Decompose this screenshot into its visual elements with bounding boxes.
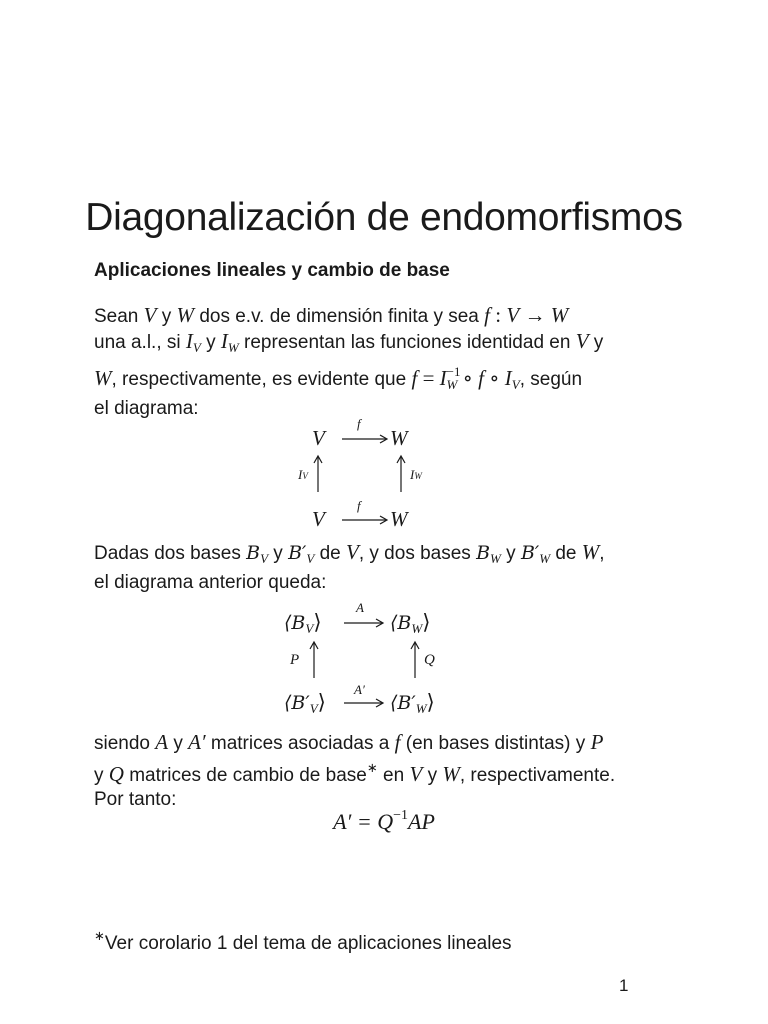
diagram-arrow-label: A [356,600,364,615]
text: matrices asociadas a [205,733,395,754]
math-sub: V [306,551,315,566]
math-v: V [143,303,157,327]
math-v: V [409,762,423,786]
up-arrow-icon [410,640,420,680]
label-sub: W [414,471,422,481]
paragraph-bases: Dadas dos bases $B_V$ y $B'_V$ de V, y dos bases $B_W$ y $B'_W$ de W, el diagrama anterior queda: [94,540,605,593]
math-w: W [94,366,112,390]
formula-exponent: −1 [393,808,408,823]
math-sub: W [446,377,458,392]
math-i: I [504,366,512,390]
up-arrow-icon [396,454,406,494]
math-eq: = [417,366,440,390]
footnote-marker: ∗ [366,760,378,775]
node-sub: W [411,621,423,636]
section-subtitle: Aplicaciones lineales y cambio de base [94,260,450,281]
text: de [314,543,347,564]
text: Sean [94,306,144,327]
node-basis: ⟨B [284,612,306,634]
diagram-node [390,690,435,717]
diagram-arrow-label [298,467,308,483]
node-close: ⟩ [317,690,326,714]
node-close: ⟩ [426,690,435,714]
text: (en bases distintas) y [400,733,591,754]
page-number: 1 [619,976,629,995]
math-sub: W [490,551,501,566]
diagram-arrow-label: Q [424,652,435,668]
math-circ: ∘ [457,366,479,390]
text: dos e.v. de dimensión finita y sea [194,306,485,327]
text: y [168,733,189,754]
math-basis: B [476,542,491,564]
paragraph-matrices: siendo A y A′ matrices asociadas a f (en bases distintas) y P y Q matrices de cambio de base∗ en V y W, respectivamente. Por tanto: [94,730,616,810]
right-arrow-icon [342,618,386,628]
text: siendo [94,733,156,754]
math-i: I [185,329,193,353]
diagram-node [390,610,430,637]
math-circ: ∘ [483,366,505,390]
text: el diagrama: [94,398,199,419]
math-a: A [155,730,169,754]
text: , según [519,369,583,390]
math-colon: : [489,303,507,327]
commutative-diagram-1 [290,416,430,535]
node-basis: ⟨B′ [284,692,310,714]
right-arrow-icon [340,434,390,444]
footnote-text: Ver corolario 1 del tema de aplicaciones lineales [104,933,512,954]
math-i: I [439,366,447,390]
math-w: W [581,540,600,564]
math-p: P [590,730,604,754]
math-sub: V [192,340,201,355]
math-basis: B [246,542,261,564]
text: y [268,543,289,564]
text: representan las funciones identidad en [238,332,576,353]
math-i: I [220,329,228,353]
diagram-node [284,690,326,717]
node-basis: ⟨B′ [390,692,416,714]
math-f: f [484,303,490,327]
text: , respectivamente. [459,765,616,786]
diagram-node [284,610,322,637]
text: una a.l., si [94,332,186,353]
math-v: V [346,540,359,564]
math-w: W [550,303,569,327]
node-close: ⟩ [313,610,322,634]
math-sub: W [539,551,551,566]
math-f: f [394,730,401,754]
diagram-arrow-label [410,467,422,483]
text: , respectivamente, es evidente que [111,369,412,390]
right-arrow-icon [342,698,386,708]
diagram-arrow-label: f [357,416,361,431]
label-sub: V [302,471,308,481]
page-title: Diagonalización de endomorfismos [85,196,683,239]
node-sub: W [415,701,427,716]
formula-change-of-basis [0,808,768,835]
math-sup: −1 [446,364,461,379]
node-basis: ⟨B [390,612,412,634]
math-w: W [176,303,195,327]
label-main: I [410,467,415,482]
diagram-arrow-label: f [357,498,361,513]
text: y [500,543,521,564]
math-f: f [411,366,418,390]
math-a-prime: A′ [188,730,206,754]
diagram-arrow-label: P [290,652,300,668]
text: Dadas dos bases [94,543,247,564]
diagram-node: V [312,426,325,450]
math-w: W [442,762,460,786]
text: y [422,765,443,786]
text: en [377,765,410,786]
node-sub: V [309,701,318,716]
arrow-symbol: → [524,303,546,327]
math-sub: V [511,377,520,392]
commutative-diagram-2 [282,600,462,724]
math-f: f [478,366,484,390]
text: Por tanto: [94,789,177,810]
diagram-node: W [390,426,408,450]
text: y [588,332,604,353]
diagram-arrow-label: A′ [354,682,365,697]
formula-rhs: AP [408,809,435,834]
text: y [200,332,221,353]
up-arrow-icon [313,454,323,494]
text: matrices de cambio de base [123,765,367,786]
right-arrow-icon [340,515,390,525]
math-q: Q [108,762,124,786]
text: y [156,306,177,327]
footnote [94,928,512,955]
formula-lhs: A′ = Q [333,809,394,834]
math-v: V [506,303,520,327]
paragraph-intro [94,303,686,421]
diagram-node: W [390,507,408,531]
diagram-node: V [312,507,325,531]
math-basis: B′ [288,542,307,564]
text: el diagrama anterior queda: [94,572,327,593]
node-sub: V [305,621,314,636]
math-sub: V [260,551,269,566]
math-basis: B′ [520,542,540,564]
up-arrow-icon [309,640,319,680]
text: de [550,543,582,564]
text: , y dos bases [358,543,477,564]
node-close: ⟩ [422,610,431,634]
label-main: I [298,467,303,482]
math-sub: W [227,340,239,355]
math-v: V [575,329,589,353]
footnote-marker: ∗ [94,928,105,943]
